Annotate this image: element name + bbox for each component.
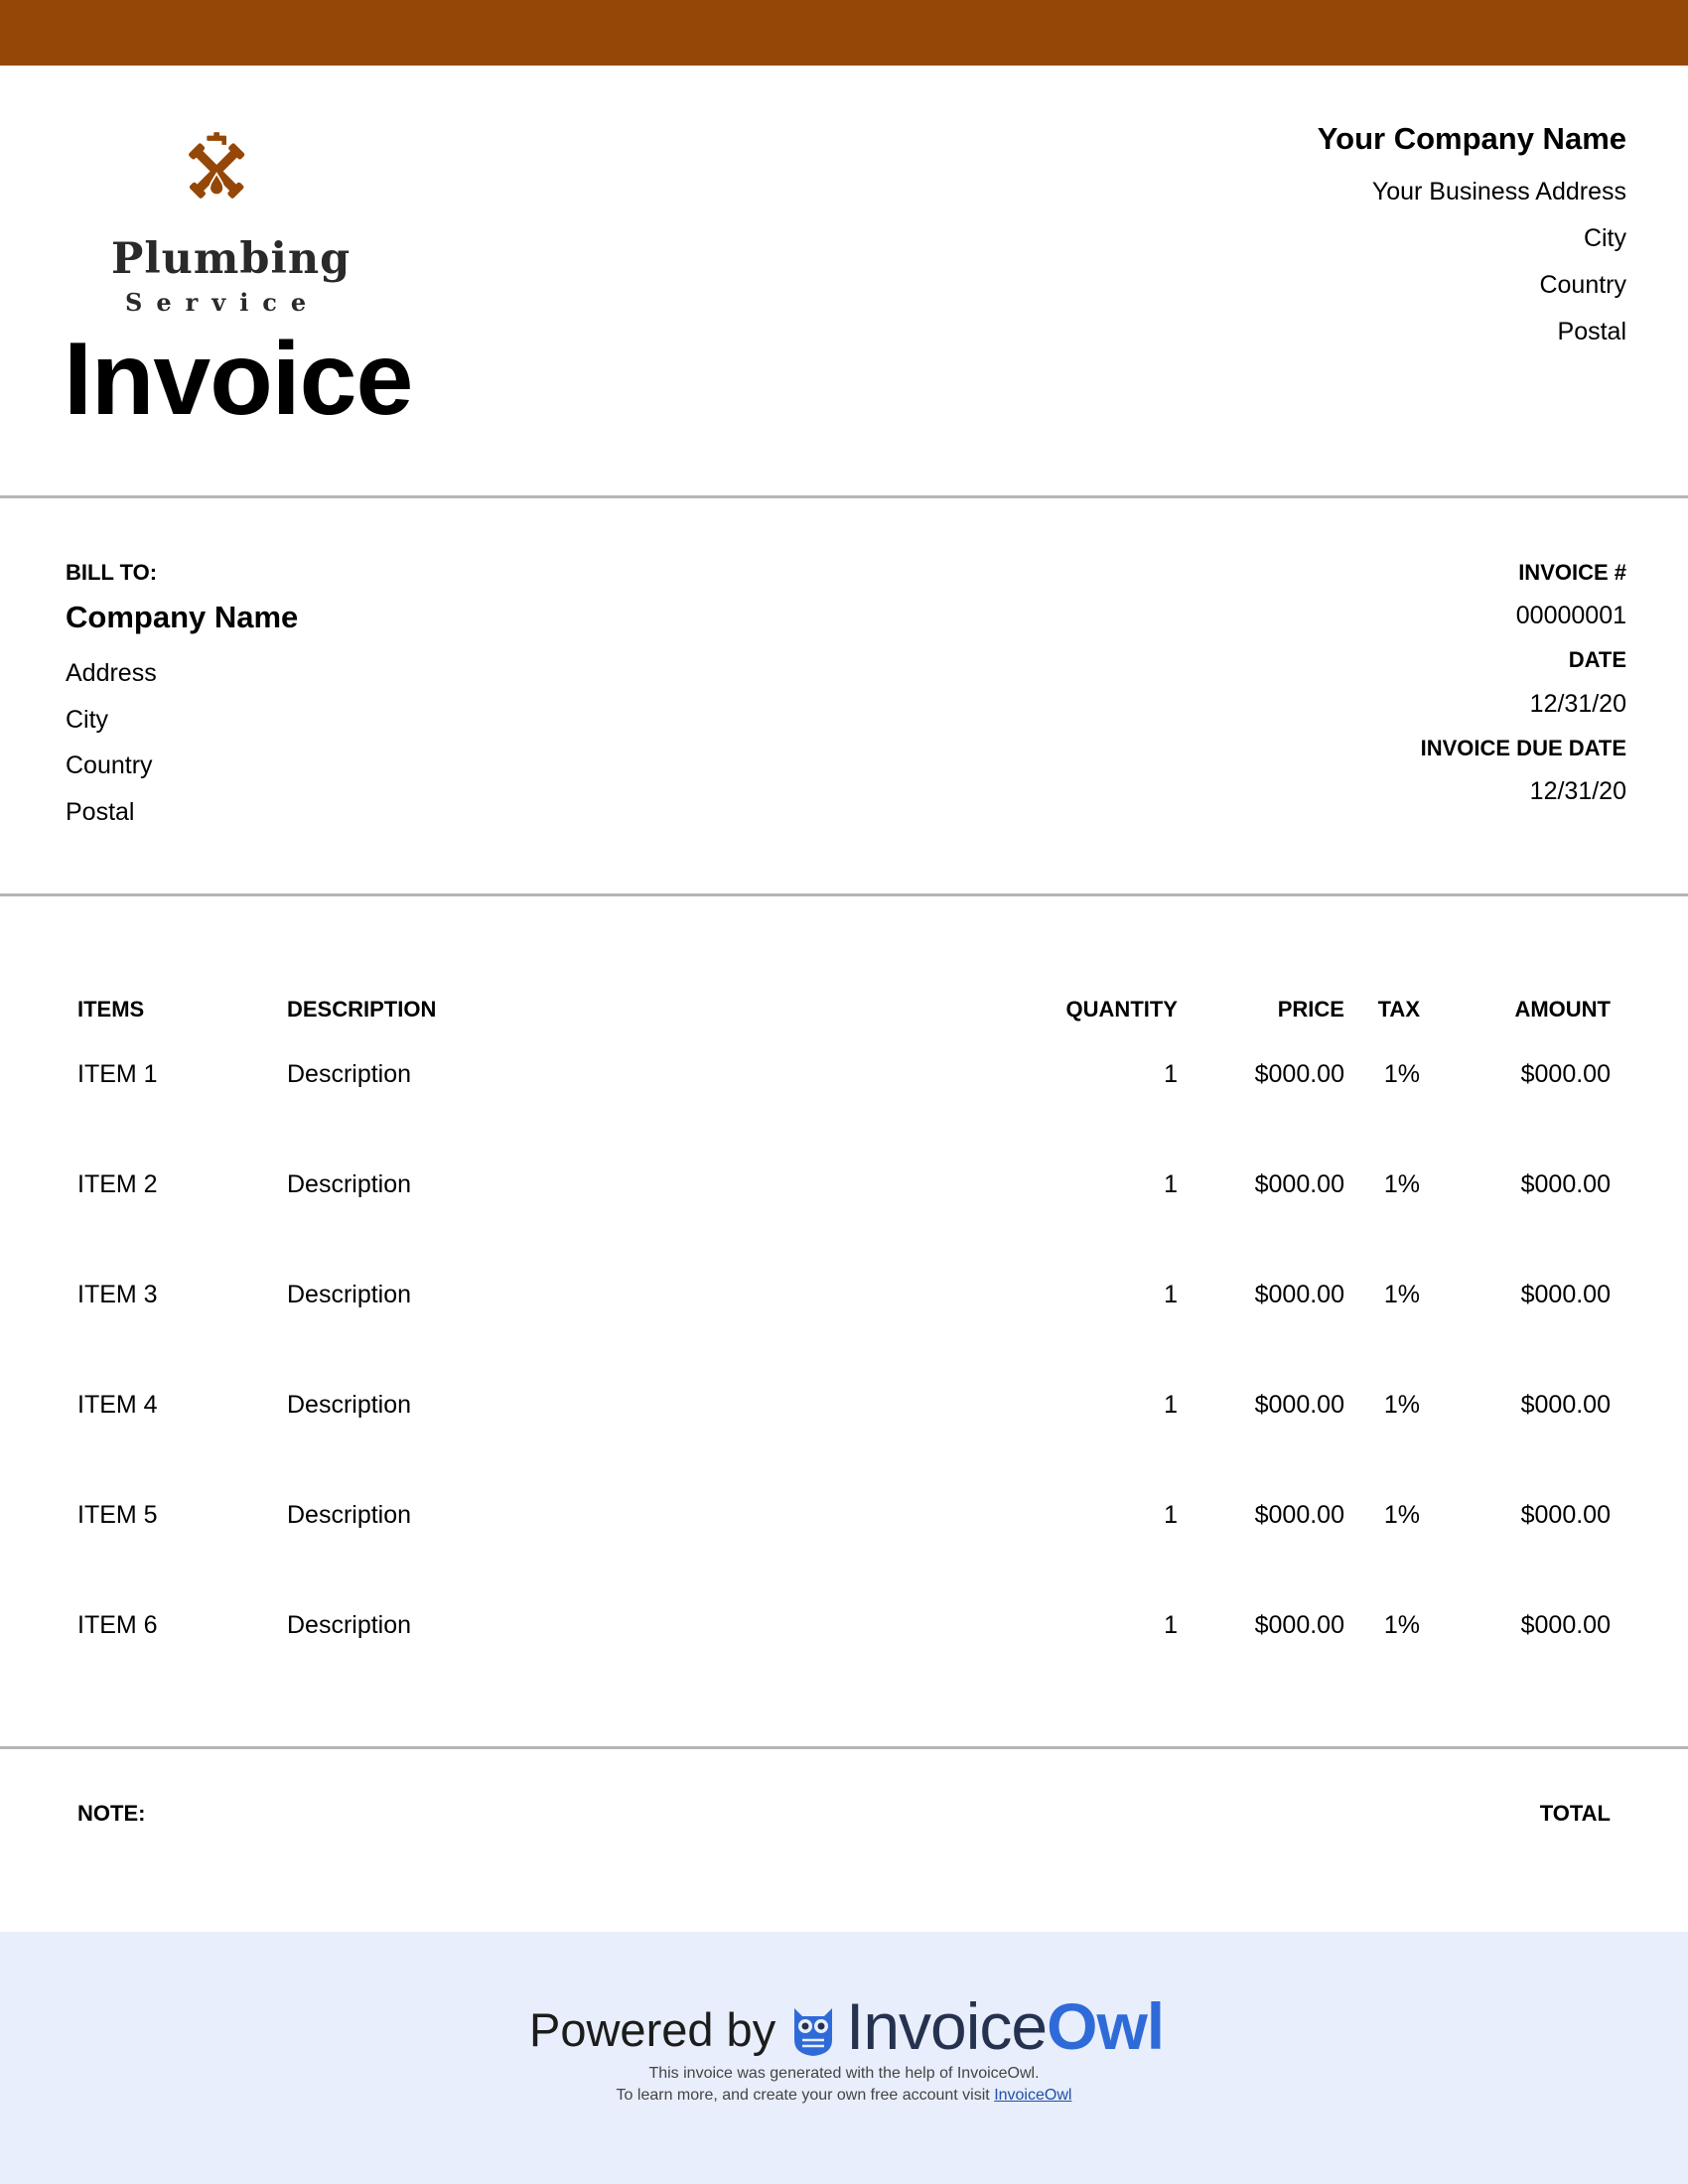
- cell-quantity: 1: [1164, 1060, 1178, 1088]
- bill-to-postal: Postal: [66, 798, 135, 826]
- bill-to-name: Company Name: [66, 600, 299, 634]
- cell-amount: $000.00: [1520, 1060, 1611, 1088]
- total-label: TOTAL: [1539, 1801, 1611, 1826]
- col-header-description: DESCRIPTION: [287, 997, 437, 1022]
- invoice-title: Invoice: [64, 322, 413, 437]
- cell-tax: 1%: [1383, 1170, 1420, 1198]
- due-date-label: INVOICE DUE DATE: [1420, 736, 1626, 760]
- brand-part-owl: Owl: [1047, 1989, 1165, 2063]
- logo-subtitle: Service: [125, 288, 321, 317]
- logo-wordmark: Plumbing: [111, 234, 352, 284]
- footer-line-2-text: To learn more, and create your own free account visit: [616, 2087, 990, 2104]
- divider: [0, 495, 1688, 498]
- powered-by-text: Powered by: [529, 2003, 776, 2056]
- company-postal: Postal: [1557, 318, 1626, 345]
- col-header-amount: AMOUNT: [1514, 997, 1611, 1022]
- invoiceowl-link[interactable]: InvoiceOwl: [994, 2087, 1072, 2104]
- cell-amount: $000.00: [1520, 1170, 1611, 1198]
- cell-quantity: 1: [1164, 1391, 1178, 1419]
- cell-item: ITEM 1: [77, 1060, 158, 1088]
- cell-amount: $000.00: [1520, 1281, 1611, 1308]
- invoice-date: 12/31/20: [1529, 690, 1626, 718]
- bill-to-label: BILL TO:: [66, 560, 158, 585]
- cell-price: $000.00: [1254, 1170, 1344, 1198]
- cell-quantity: 1: [1164, 1611, 1178, 1639]
- col-header-price: PRICE: [1277, 997, 1344, 1022]
- cell-description: Description: [287, 1501, 412, 1529]
- divider: [0, 1746, 1688, 1749]
- invoiceowl-logo: [846, 1988, 1164, 2064]
- cell-item: ITEM 3: [77, 1281, 158, 1308]
- cell-price: $000.00: [1254, 1611, 1344, 1639]
- cell-tax: 1%: [1383, 1281, 1420, 1308]
- cell-item: ITEM 6: [77, 1611, 158, 1639]
- cell-item: ITEM 4: [77, 1391, 158, 1419]
- brand-part-invoice: Invoice: [846, 1989, 1048, 2063]
- cell-price: $000.00: [1254, 1501, 1344, 1529]
- invoice-number: 00000001: [1515, 602, 1626, 629]
- company-country: Country: [1539, 271, 1626, 299]
- cell-amount: $000.00: [1520, 1501, 1611, 1529]
- col-header-quantity: QUANTITY: [1065, 997, 1178, 1022]
- note-label: NOTE:: [77, 1801, 146, 1826]
- company-name: Your Company Name: [1317, 121, 1626, 156]
- bill-to-city: City: [66, 706, 109, 734]
- brand-top-bar: [0, 0, 1688, 66]
- cell-description: Description: [287, 1281, 412, 1308]
- bill-to-address: Address: [66, 659, 157, 687]
- col-header-tax: TAX: [1377, 997, 1420, 1022]
- cell-description: Description: [287, 1391, 412, 1419]
- cell-item: ITEM 2: [77, 1170, 158, 1198]
- cell-quantity: 1: [1164, 1501, 1178, 1529]
- cell-quantity: 1: [1164, 1281, 1178, 1308]
- cell-description: Description: [287, 1611, 412, 1639]
- due-date: 12/31/20: [1529, 777, 1626, 805]
- cell-tax: 1%: [1383, 1611, 1420, 1639]
- cell-description: Description: [287, 1060, 412, 1088]
- cell-tax: 1%: [1383, 1060, 1420, 1088]
- date-label: DATE: [1568, 647, 1626, 672]
- owl-icon: [790, 2000, 836, 2058]
- footer-line-2: [0, 2087, 1688, 2105]
- crossed-wrenches-faucet-icon: [111, 131, 320, 240]
- cell-price: $000.00: [1254, 1060, 1344, 1088]
- footer-line-1: This invoice was generated with the help of InvoiceOwl.: [648, 2065, 1040, 2082]
- company-city: City: [1583, 224, 1626, 252]
- company-address: Your Business Address: [1371, 178, 1626, 205]
- invoice-number-label: INVOICE #: [1518, 560, 1626, 585]
- cell-quantity: 1: [1164, 1170, 1178, 1198]
- col-header-items: ITEMS: [77, 997, 145, 1022]
- cell-item: ITEM 5: [77, 1501, 158, 1529]
- footer-banner: [0, 1932, 1688, 2184]
- cell-amount: $000.00: [1520, 1611, 1611, 1639]
- cell-price: $000.00: [1254, 1391, 1344, 1419]
- cell-amount: $000.00: [1520, 1391, 1611, 1419]
- cell-tax: 1%: [1383, 1391, 1420, 1419]
- cell-price: $000.00: [1254, 1281, 1344, 1308]
- divider: [0, 893, 1688, 896]
- cell-description: Description: [287, 1170, 412, 1198]
- bill-to-country: Country: [66, 751, 153, 779]
- cell-tax: 1%: [1383, 1501, 1420, 1529]
